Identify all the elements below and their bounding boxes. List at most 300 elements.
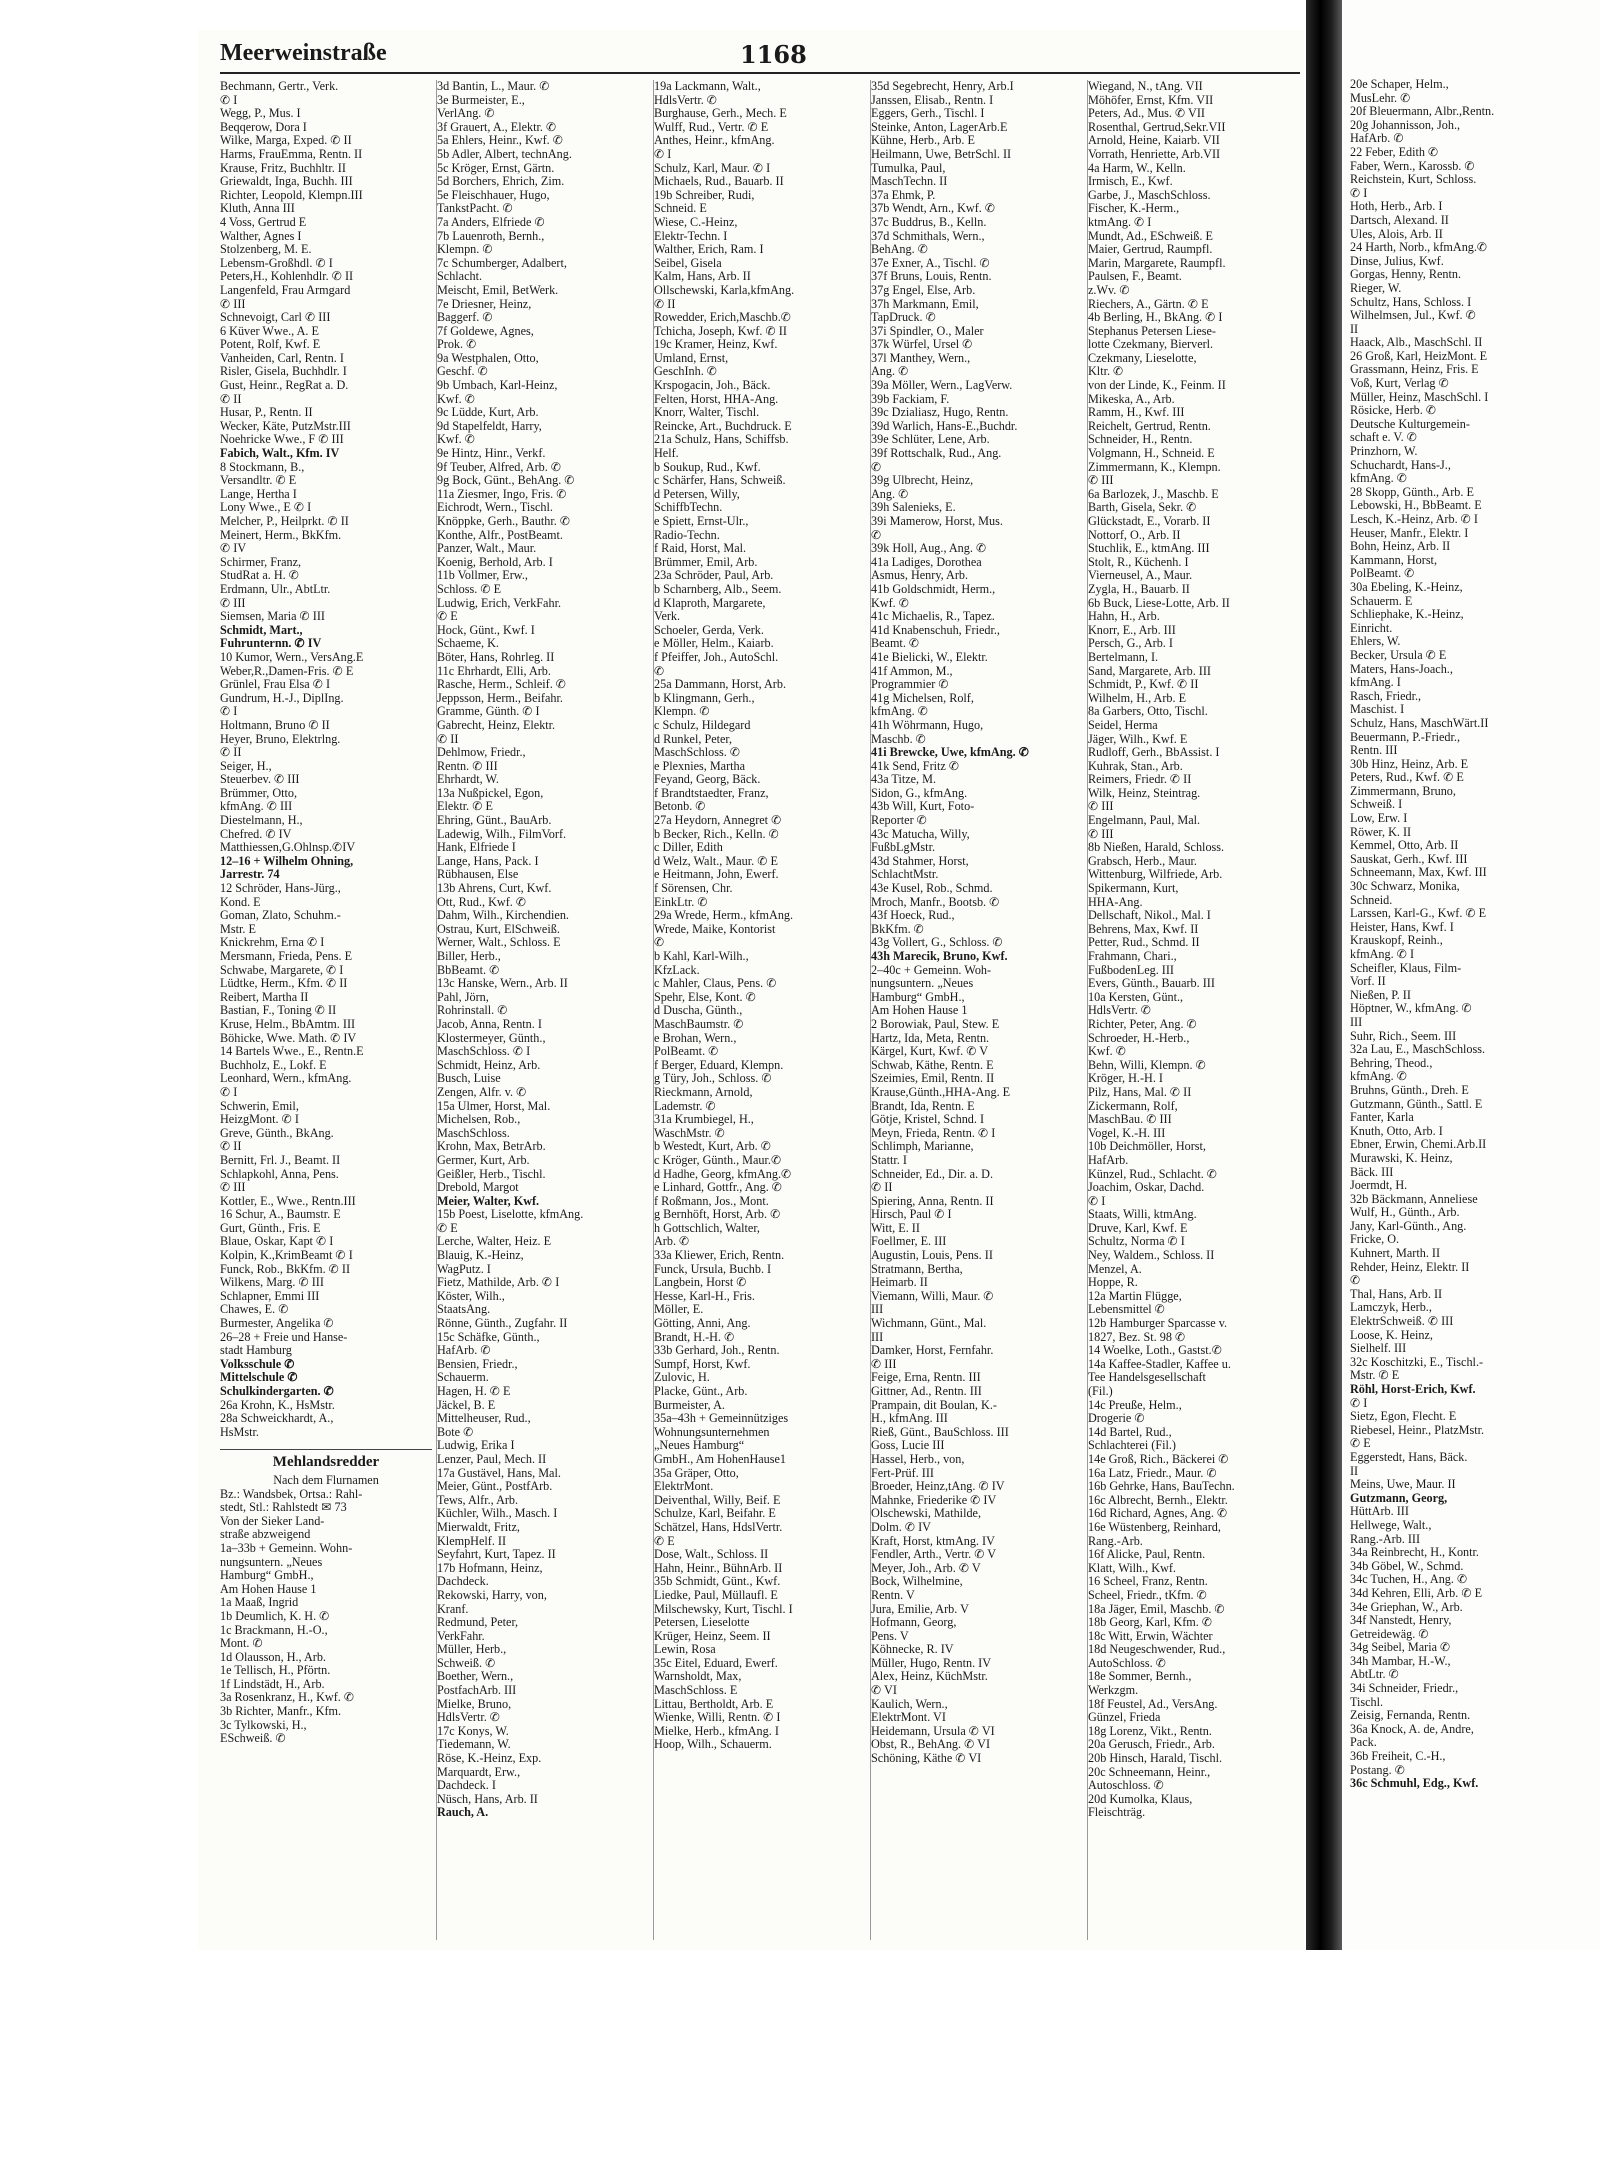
- directory-entry: MaschSchloss. ✆ I: [437, 1045, 531, 1059]
- directory-entry: Schauerm. E: [1350, 594, 1413, 608]
- directory-entry: Viemann, Willi, Maur. ✆: [871, 1289, 994, 1303]
- directory-entry: Sumpf, Horst, Kwf.: [654, 1357, 751, 1371]
- directory-entry: 11c Ehrhardt, Elli, Arb.: [437, 664, 551, 678]
- directory-entry: Heister, Hans, Kwf. I: [1350, 920, 1454, 934]
- directory-entry: Kraft, Horst, ktmAng. IV: [871, 1534, 995, 1548]
- directory-entry: Wegg, P., Mus. I: [220, 107, 301, 121]
- directory-entry: Röse, K.-Heinz, Exp.: [437, 1752, 542, 1766]
- directory-entry: Sidon, G., kfmAng.: [871, 786, 968, 800]
- directory-entry: Kuhnert, Marth. II: [1350, 1247, 1441, 1261]
- directory-entry: Schmidt, Heinz, Arb.: [437, 1058, 541, 1072]
- directory-entry: Mielke, Herb., kfmAng. I: [654, 1724, 779, 1738]
- directory-entry: Husar, P., Rentn. II: [220, 406, 313, 420]
- directory-entry: Elektr-Techn. I: [654, 229, 728, 243]
- directory-entry: Stattr. I: [871, 1153, 907, 1167]
- directory-entry: 43b Will, Kurt, Foto-: [871, 800, 975, 814]
- directory-entry: Versandltr. ✆ E: [220, 474, 297, 488]
- directory-entry: 16b Gehrke, Hans, BauTechn.: [1088, 1480, 1235, 1494]
- directory-entry: ✆ E: [1350, 1437, 1371, 1451]
- directory-entry: f Berger, Eduard, Klempn.: [654, 1058, 784, 1072]
- directory-entry: Kond. E: [220, 895, 261, 909]
- directory-entry: Feige, Erna, Rentn. III: [871, 1371, 981, 1385]
- directory-entry: 18c Witt, Erwin, Wächter: [1088, 1629, 1213, 1643]
- directory-entry: Kammann, Horst,: [1350, 553, 1437, 567]
- directory-entry: 13a Nußpickel, Egon,: [437, 786, 544, 800]
- directory-entry: 18b Georg, Karl, Kfm. ✆: [1088, 1616, 1213, 1630]
- directory-entry: Schlimph, Marianne,: [871, 1140, 974, 1154]
- directory-entry: Grassmann, Heinz, Fris. E: [1350, 363, 1479, 377]
- directory-entry: 41f Ammon, M.,: [871, 664, 953, 678]
- directory-entry: f Raid, Horst, Mal.: [654, 542, 747, 556]
- directory-entry: Olschewski, Mathilde,: [871, 1507, 982, 1521]
- directory-entry: Schlapner, Emmi III: [220, 1289, 320, 1303]
- directory-entry: Rieckmann, Arnold,: [654, 1085, 753, 1099]
- directory-entry: Hagen, H. ✆ E: [437, 1385, 511, 1398]
- directory-entry: Beuermann, P.-Friedr.,: [1350, 730, 1461, 744]
- directory-entry: Kltr. ✆: [1088, 365, 1124, 379]
- directory-entry: Stolt, R., Küchenh. I: [1088, 555, 1189, 569]
- directory-entry: 34c Tuchen, H., Ang. ✆: [1350, 1573, 1468, 1587]
- directory-entry: Reichelt, Gertrud, Rentn.: [1088, 419, 1211, 433]
- directory-entry: Dinse, Julius, Kwf.: [1350, 254, 1444, 268]
- directory-entry: 43h Marecik, Bruno, Kwf.: [871, 950, 1008, 963]
- directory-entry: ✆ II: [437, 732, 459, 746]
- directory-entry: Meier, Walter, Kwf.: [437, 1194, 540, 1208]
- directory-entry: Pack.: [1350, 1736, 1377, 1750]
- directory-entry: b Klingmann, Gerh.,: [654, 691, 755, 705]
- directory-entry: 16e Wüstenberg, Reinhard,: [1088, 1520, 1221, 1534]
- directory-entry: Jeppsson, Herm., Beifahr.: [437, 691, 563, 705]
- directory-entry: Röwer, K. II: [1350, 825, 1412, 839]
- directory-entry: Volksschule ✆: [220, 1357, 295, 1371]
- directory-entry: Zygla, H., Bauarb. II: [1088, 582, 1190, 596]
- directory-entry: 33a Kliewer, Erich, Rentn.: [654, 1249, 785, 1263]
- directory-entry: Fischer, K.-Herm.,: [1088, 202, 1180, 216]
- directory-entry: Gutzmann, Georg,: [1350, 1491, 1448, 1505]
- directory-entry: Germer, Kurt, Arb.: [437, 1153, 530, 1167]
- directory-entry: f Roßmann, Jos., Mont.: [654, 1194, 769, 1208]
- directory-entry: 8 Stockmann, B.,: [220, 460, 305, 474]
- directory-entry: Maters, Hans-Joach.,: [1350, 662, 1453, 676]
- directory-entry: StaatsAng.: [437, 1303, 491, 1317]
- directory-entry: MaschBau. ✆ III: [1088, 1113, 1172, 1127]
- directory-entry: Ney, Waldem., Schloss. II: [1088, 1249, 1215, 1263]
- directory-entry: Becker, Ursula ✆ E: [1350, 648, 1447, 662]
- directory-entry: Mersmann, Frieda, Pens. E: [220, 950, 353, 963]
- directory-entry: Behn, Willi, Klempn. ✆: [1088, 1058, 1206, 1072]
- directory-entry: Suhr, Rich., Seem. III: [1350, 1029, 1457, 1043]
- directory-entry: Ehring, Günt., BauArb.: [437, 814, 552, 828]
- directory-entry: ✆ I: [1350, 186, 1368, 200]
- directory-entry: WagPutz. I: [437, 1262, 491, 1276]
- directory-entry: Kwf. ✆: [437, 433, 475, 447]
- directory-entry: WaschMstr. ✆: [654, 1126, 725, 1140]
- column-1: [220, 80, 437, 1940]
- directory-entry: b Westedt, Kurt, Arb. ✆: [654, 1140, 771, 1154]
- directory-entry: Panzer, Walt., Maur.: [437, 542, 537, 556]
- directory-entry: Wichmann, Günt., Mal.: [871, 1317, 987, 1331]
- directory-entry: Müller, Hugo, Rentn. IV: [871, 1656, 992, 1670]
- directory-entry: Schätzel, Hans, HdslVertr.: [654, 1520, 783, 1534]
- directory-entry: 22 Feber, Edith ✆: [1350, 145, 1439, 159]
- directory-entry: 14d Bartel, Rud.,: [1088, 1425, 1172, 1439]
- directory-entry: Arnold, Heine, Kaiarb. VII: [1088, 134, 1220, 148]
- directory-entry: Asmus, Henry, Arb.: [871, 569, 969, 583]
- directory-entry: 18g Lorenz, Vikt., Rentn.: [1088, 1724, 1212, 1738]
- directory-entry: f Sörensen, Chr.: [654, 882, 733, 896]
- directory-entry: VerkFahr.: [437, 1629, 485, 1643]
- directory-entry: FußbLgMstr.: [871, 841, 935, 855]
- directory-entry: ElektrMont.: [654, 1480, 714, 1494]
- directory-entry: MaschSchloss. ✆: [654, 746, 741, 760]
- directory-entry: 10a Kersten, Günt.,: [1088, 990, 1184, 1004]
- directory-entry: 10b Deichmöller, Horst,: [1088, 1140, 1206, 1154]
- directory-entry: 39b Fackiam, F.: [871, 392, 950, 406]
- directory-entry: Schultz, Hans, Schloss. I: [1350, 295, 1472, 309]
- directory-entry: Rohrinstall. ✆: [437, 1004, 508, 1018]
- directory-entry: 1a–33b + Gemeinn. Wohn-: [220, 1541, 353, 1555]
- directory-entry: 20d Kumolka, Klaus,: [1088, 1792, 1193, 1806]
- directory-entry: Lange, Hertha I: [220, 487, 297, 501]
- directory-entry: 34g Seibel, Maria ✆: [1350, 1641, 1451, 1655]
- directory-entry: Augustin, Louis, Pens. II: [871, 1249, 993, 1263]
- directory-entry: Tiedemann, W.: [437, 1738, 511, 1752]
- directory-entry: 13c Hanske, Wern., Arb. II: [437, 977, 568, 991]
- directory-entry: Riechers, A., Gärtn. ✆ E: [1088, 297, 1209, 311]
- directory-entry: Von der Sieker Land-: [220, 1514, 325, 1528]
- directory-entry: Haack, Alb., MaschSchl. II: [1350, 336, 1483, 350]
- directory-entry: Eggerstedt, Hans, Bäck.: [1350, 1450, 1468, 1464]
- directory-entry: Ehlers, W.: [1350, 635, 1401, 649]
- directory-entry: Rasche, Herm., Schleif. ✆: [437, 678, 567, 692]
- directory-entry: Schneider, Ed., Dir. a. D.: [871, 1167, 994, 1181]
- column-4: [871, 80, 1088, 1940]
- directory-entry: Littau, Bertholdt, Arb. E: [654, 1697, 774, 1711]
- directory-entry: Siemsen, Maria ✆ III: [220, 610, 325, 624]
- directory-entry: Bohn, Heinz, Arb. II: [1350, 540, 1451, 554]
- directory-entry: III: [1350, 1015, 1363, 1029]
- directory-entry: Werner, Walt., Schloss. E: [437, 936, 561, 950]
- directory-entry: Reporter ✆: [871, 814, 927, 828]
- directory-entry: Spiering, Anna, Rentn. II: [871, 1194, 994, 1208]
- directory-entry: Bastian, F., Toning ✆ II: [220, 1004, 337, 1018]
- directory-entry: II: [1350, 1464, 1359, 1478]
- directory-entry: Meyn, Frieda, Rentn. ✆ I: [871, 1126, 996, 1140]
- directory-entry: Pilz, Hans, Mal. ✆ II: [1088, 1085, 1192, 1099]
- directory-entry: Leonhard, Wern., kfmAng.: [220, 1072, 352, 1086]
- directory-entry: GeschInh. ✆: [654, 365, 718, 379]
- directory-entry: 19b Schreiber, Rudi,: [654, 188, 755, 202]
- directory-entry: Krauskopf, Reinh.,: [1350, 934, 1443, 948]
- directory-entry: Reincke, Art., Buchdruck. E: [654, 419, 792, 433]
- directory-entry: Mierwaldt, Fritz,: [437, 1520, 520, 1534]
- directory-entry: BehAng. ✆: [871, 243, 928, 257]
- directory-entry: Lesch, K.-Heinz, Arb. ✆ I: [1350, 513, 1478, 526]
- directory-entry: Mahnke, Friederike ✆ IV: [871, 1493, 997, 1507]
- directory-entry: Hesse, Karl-H., Fris.: [654, 1289, 755, 1303]
- directory-entry: Schulz, Hans, MaschWärt.II: [1350, 716, 1489, 730]
- directory-entry: Ladewig, Wilh., FilmVorf.: [437, 827, 567, 841]
- directory-entry: HsMstr.: [220, 1425, 259, 1439]
- directory-entry: Kemmel, Otto, Arb. II: [1350, 839, 1459, 853]
- directory-entry: 14 Woelke, Loth., Gastst.✆: [1088, 1344, 1222, 1358]
- directory-entry: Kwf. ✆: [1088, 1045, 1126, 1059]
- directory-entry: Scheifler, Klaus, Film-: [1350, 961, 1462, 975]
- directory-entry: nungsuntern. „Neues: [871, 977, 974, 991]
- directory-entry: Geißler, Herb., Tischl.: [437, 1167, 546, 1181]
- directory-entry: Szeimies, Emil, Rentn. II: [871, 1072, 995, 1086]
- directory-entry: e Plexnies, Martha: [654, 759, 746, 773]
- directory-entry: 34h Mambar, H.-W.,: [1350, 1654, 1451, 1668]
- directory-entry: 34e Griephan, W., Arb.: [1350, 1600, 1463, 1614]
- directory-entry: ✆ E: [437, 1221, 458, 1235]
- directory-entry: Mroch, Manfr., Bootsb. ✆: [871, 895, 1000, 909]
- directory-entry: Steinke, Anton, LagerArb.E: [871, 120, 1008, 134]
- directory-entry: b Becker, Rich., Kelln. ✆: [654, 827, 779, 841]
- directory-entry: Jäckel, B. E: [437, 1398, 496, 1412]
- directory-entry: 36c Schmuhl, Edg., Kwf.: [1350, 1777, 1479, 1791]
- directory-entry: Weber,R.,Damen-Fris. ✆ E: [220, 664, 354, 678]
- directory-entry: kfmAng. ✆ III: [220, 800, 293, 814]
- directory-entry: Kwf. ✆: [437, 392, 475, 406]
- directory-entry: Prok. ✆: [437, 338, 477, 352]
- directory-entry: Michelsen, Rob.,: [437, 1113, 521, 1127]
- directory-entry: Glückstadt, E., Vorarb. II: [1088, 515, 1211, 528]
- directory-entry: Krspogacin, Joh., Bäck.: [654, 379, 771, 393]
- directory-entry: ElektrMont. VI: [871, 1711, 946, 1725]
- directory-entry: Wilk, Heinz, Steintrag.: [1088, 786, 1201, 800]
- directory-entry: 30c Schwarz, Monika,: [1350, 880, 1460, 894]
- directory-entry: Schneid. E: [654, 202, 707, 216]
- directory-entry: 14c Preuße, Helm.,: [1088, 1398, 1182, 1412]
- directory-entry: Köhnecke, R. IV: [871, 1643, 954, 1657]
- directory-entry: h Gottschlich, Walter,: [654, 1221, 760, 1235]
- directory-entry: Schulze, Karl, Beifahr. E: [654, 1507, 776, 1521]
- directory-entry: Anthes, Heinr., kfmAng.: [654, 134, 775, 148]
- directory-entry: BkKfm. ✆: [871, 922, 924, 936]
- directory-entry: 20c Schneemann, Heinr.,: [1088, 1765, 1211, 1779]
- directory-entry: Schulz, Karl, Maur. ✆ I: [654, 161, 771, 175]
- directory-entry: Maier, Gertrud, Raumpfl.: [1088, 243, 1213, 257]
- directory-entry: ✆ II: [871, 1181, 893, 1195]
- directory-entry: Tee Handelsgesellschaft: [1088, 1371, 1206, 1385]
- directory-entry: HdlsVertr. ✆: [654, 93, 718, 107]
- directory-entry: stadt Hamburg: [220, 1344, 292, 1358]
- directory-entry: Stephanus Petersen Liese-: [1088, 324, 1216, 338]
- directory-entry: ✆ III: [1088, 827, 1114, 841]
- directory-entry: Baggerf. ✆: [437, 311, 493, 325]
- directory-entry: Rönne, Günth., Zugfahr. II: [437, 1317, 568, 1331]
- directory-entry: Kuhrak, Stan., Arb.: [1088, 759, 1183, 773]
- directory-entry: Peters,H., Kohlenhdlr. ✆ II: [220, 270, 354, 284]
- directory-entry: 26–28 + Freie und Hanse-: [220, 1330, 348, 1344]
- directory-entry: Schöning, Käthe ✆ VI: [871, 1752, 982, 1766]
- directory-entry: Joermdt, H.: [1350, 1179, 1408, 1193]
- directory-entry: d Runkel, Peter,: [654, 732, 733, 746]
- directory-entry: Hellwege, Walt.,: [1350, 1518, 1432, 1532]
- directory-entry: Fuhrunternn. ✆ IV: [220, 637, 322, 651]
- directory-entry: 36a Knock, A. de, Andre,: [1350, 1722, 1474, 1736]
- directory-entry: Helf.: [654, 447, 679, 461]
- directory-entry: Ehrhardt, W.: [437, 773, 499, 787]
- directory-entry: Zimmermann, Bruno,: [1350, 784, 1456, 798]
- directory-entry: Lebensm-Großhdl. ✆ I: [220, 256, 333, 270]
- directory-entry: Getreidewäg. ✆: [1350, 1627, 1429, 1641]
- directory-entry: 14 Bartels Wwe., E., Rentn.E: [220, 1045, 364, 1059]
- directory-entry: Jäger, Wilh., Kwf. E: [1088, 732, 1188, 746]
- directory-entry: 41c Michaelis, R., Tapez.: [871, 610, 995, 624]
- directory-entry: Menzel, A.: [1088, 1262, 1142, 1276]
- directory-entry: HdlsVertr. ✆: [1088, 1004, 1152, 1018]
- directory-entry: Köster, Wilh.,: [437, 1289, 505, 1303]
- directory-entry: 9b Umbach, Karl-Heinz,: [437, 379, 558, 393]
- directory-entry: Voß, Kurt, Verlag ✆: [1350, 377, 1449, 391]
- directory-entry: Janssen, Elisab., Rentn. I: [871, 93, 994, 107]
- directory-entry: Petter, Rud., Schmd. II: [1088, 936, 1200, 950]
- directory-entry: Verk.: [654, 610, 681, 624]
- directory-entry: Beamt. ✆: [871, 637, 920, 651]
- directory-entry: e Linhard, Gottfr., Ang. ✆: [654, 1181, 783, 1195]
- directory-entry: Foellmer, E. III: [871, 1235, 947, 1249]
- directory-entry: Rösicke, Herb. ✆: [1350, 404, 1437, 418]
- directory-entry: Tews, Alfr., Arb.: [437, 1493, 519, 1507]
- directory-entry: Gundrum, H.-J., DiplIng.: [220, 691, 344, 705]
- directory-entry: 12–16 + Wilhelm Ohning,: [220, 854, 354, 868]
- directory-entry: kfmAng. ✆: [1350, 472, 1407, 486]
- directory-entry: Am Hohen Hause 1: [220, 1582, 317, 1596]
- directory-entry: 12a Martin Flügge,: [1088, 1289, 1182, 1303]
- directory-entry: 6 Küver Wwe., A. E: [220, 324, 319, 338]
- directory-entry: Rieger, W.: [1350, 281, 1402, 295]
- directory-entry: Schneid.: [1350, 893, 1393, 907]
- directory-entry: Hank, Elfriede I: [437, 841, 516, 855]
- directory-entry: Wilkens, Marg. ✆ III: [220, 1276, 324, 1290]
- directory-entry: 39e Schlüter, Lene, Arb.: [871, 433, 990, 447]
- directory-entry: 5e Fleischhauer, Hugo,: [437, 188, 550, 202]
- directory-entry: Schwabe, Margarete, ✆ I: [220, 963, 344, 977]
- directory-entry: Tchicha, Joseph, Kwf. ✆ II: [654, 324, 787, 338]
- directory-entry: „Neues Hamburg“: [654, 1439, 745, 1453]
- directory-entry: 1b Deumlich, K. H. ✆: [220, 1609, 330, 1623]
- directory-entry: Nüsch, Hans, Arb. II: [437, 1792, 538, 1806]
- directory-entry: ✆ III: [1088, 800, 1114, 814]
- directory-entry: 17a Gustävel, Hans, Mal.: [437, 1466, 561, 1480]
- directory-entry: Lenzer, Paul, Mech. II: [437, 1452, 547, 1466]
- directory-entry: 36b Freiheit, C.-H.,: [1350, 1750, 1446, 1764]
- directory-entry: III: [871, 1303, 884, 1317]
- directory-entry: 25a Dammann, Horst, Arb.: [654, 678, 787, 692]
- directory-entry: 19a Lackmann, Walt.,: [654, 80, 761, 93]
- directory-entry: Hamburg“ GmbH.,: [220, 1569, 314, 1583]
- directory-entry: Dellschaft, Nikol., Mal. I: [1088, 909, 1211, 923]
- directory-entry: straße abzweigend: [220, 1528, 311, 1542]
- directory-entry: 1827, Bez. St. 98 ✆: [1088, 1330, 1186, 1344]
- directory-entry: Schmidt, P., Kwf. ✆ II: [1088, 678, 1199, 692]
- directory-entry: Rang.-Arb. III: [1350, 1532, 1421, 1546]
- directory-entry: 34d Kehren, Elli, Arb. ✆ E: [1350, 1586, 1483, 1600]
- directory-entry: 39c Dzialiasz, Hugo, Rentn.: [871, 406, 1009, 420]
- directory-entry: Bertelmann, I.: [1088, 650, 1159, 664]
- directory-entry: 37f Bruns, Louis, Rentn.: [871, 270, 992, 284]
- directory-entry: Rentn. V: [871, 1588, 915, 1602]
- directory-entry: 41d Knabenschuh, Friedr.,: [871, 623, 1000, 637]
- directory-entry: 27a Heydorn, Annegret ✆: [654, 814, 782, 828]
- directory-entry: c Mahler, Claus, Pens. ✆: [654, 977, 777, 991]
- directory-entry: Günzel, Frieda: [1088, 1711, 1161, 1725]
- directory-entry: 15c Schäfke, Günth.,: [437, 1330, 540, 1344]
- directory-entry: Klempn. ✆: [437, 243, 493, 257]
- directory-entry: Lüdtke, Herm., Kfm. ✆ II: [220, 977, 348, 991]
- directory-entry: MusLehr. ✆: [1350, 91, 1411, 105]
- directory-entry: Schmidt, Mart.,: [220, 623, 303, 637]
- directory-entry: 3c Tylkowski, H.,: [220, 1718, 307, 1732]
- directory-entry: 37e Exner, A., Tischl. ✆: [871, 256, 990, 270]
- directory-entry: Hofmann, Georg,: [871, 1616, 957, 1630]
- directory-entry: Schwab, Käthe, Rentn. E: [871, 1058, 994, 1072]
- directory-entry: Spehr, Else, Kont. ✆: [654, 990, 756, 1004]
- directory-entry: Schloss. ✆ E: [437, 582, 502, 596]
- directory-entry: ✆ III: [220, 297, 246, 311]
- directory-entry: Schweiß. I: [1350, 798, 1403, 812]
- directory-entry: Langenfeld, Frau Armgard: [220, 283, 351, 297]
- directory-entry: Rieß, Günt., BauSchloss. III: [871, 1425, 1009, 1439]
- directory-entry: c Schulz, Hildegard: [654, 718, 751, 732]
- directory-entry: Lademstr. ✆: [654, 1099, 716, 1113]
- directory-entry: Persch, G., Arb. I: [1088, 637, 1173, 651]
- directory-entry: 19c Kramer, Heinz, Kwf.: [654, 338, 778, 352]
- directory-entry: Reibert, Martha II: [220, 990, 309, 1004]
- directory-entry: Wilhelm, H., Arb. E: [1088, 691, 1187, 705]
- directory-entry: Broeder, Heinz,tAng. ✆ IV: [871, 1480, 1005, 1494]
- directory-entry: Low, Erw. I: [1350, 812, 1408, 826]
- directory-entry: Heilmann, Uwe, BetrSchl. II: [871, 147, 1012, 161]
- directory-entry: Reimers, Friedr. ✆ II: [1088, 773, 1192, 787]
- directory-entry: 1c Brackmann, H.-O.,: [220, 1623, 328, 1637]
- directory-entry: Matthiessen,G.Ohlnsp.✆IV: [220, 841, 356, 855]
- directory-entry: TankstPacht. ✆: [437, 202, 513, 216]
- directory-entry: ✆ I: [220, 93, 238, 107]
- directory-entry: Vorrath, Henriette, Arb.VII: [1088, 147, 1221, 161]
- directory-entry: 43f Hoeck, Rud.,: [871, 909, 955, 923]
- directory-entry: ✆ IV: [220, 542, 247, 556]
- directory-entry: MaschSchloss. E: [654, 1684, 738, 1698]
- directory-entry: 31a Krumbiegel, H.,: [654, 1113, 754, 1127]
- directory-entry: Betonb. ✆: [654, 800, 706, 814]
- directory-entry: Seiger, H.,: [220, 759, 272, 773]
- directory-entry: Lamczyk, Herb.,: [1350, 1301, 1432, 1315]
- directory-entry: 18e Sommer, Bernh.,: [1088, 1670, 1192, 1684]
- directory-entry: 16f Alicke, Paul, Rentn.: [1088, 1548, 1206, 1562]
- directory-entry: Programmier ✆: [871, 678, 949, 692]
- directory-entry: 41a Ladiges, Dorothea: [871, 555, 982, 569]
- directory-entry: Schneemann, Max, Kwf. III: [1350, 866, 1487, 880]
- directory-entry: 17b Hofmann, Heinz,: [437, 1561, 543, 1575]
- directory-entry: 41e Bielicki, W., Elektr.: [871, 650, 988, 664]
- directory-entry: ✆ I: [1088, 1194, 1106, 1208]
- directory-entry: Fleischträg.: [1088, 1806, 1146, 1820]
- directory-entry: Hassel, Herb., von,: [871, 1452, 965, 1466]
- directory-entry: Ramm, H., Kwf. III: [1088, 406, 1185, 420]
- directory-entry: Meinert, Herm., BkKfm.: [220, 528, 342, 542]
- directory-entry: Gust, Heinr., RegRat a. D.: [220, 379, 349, 393]
- directory-entry: 39i Mamerow, Horst, Mus.: [871, 515, 1003, 528]
- directory-entry: 37h Markmann, Emil,: [871, 297, 979, 311]
- directory-entry: HafArb. ✆: [1350, 132, 1404, 146]
- directory-entry: Placke, Günt., Arb.: [654, 1385, 748, 1398]
- directory-entry: 7b Lauenroth, Bernh.,: [437, 229, 545, 243]
- directory-entry: 14a Kaffee-Stadler, Kaffee u.: [1088, 1357, 1231, 1371]
- directory-entry: Zengen, Alfr. v. ✆: [437, 1085, 527, 1099]
